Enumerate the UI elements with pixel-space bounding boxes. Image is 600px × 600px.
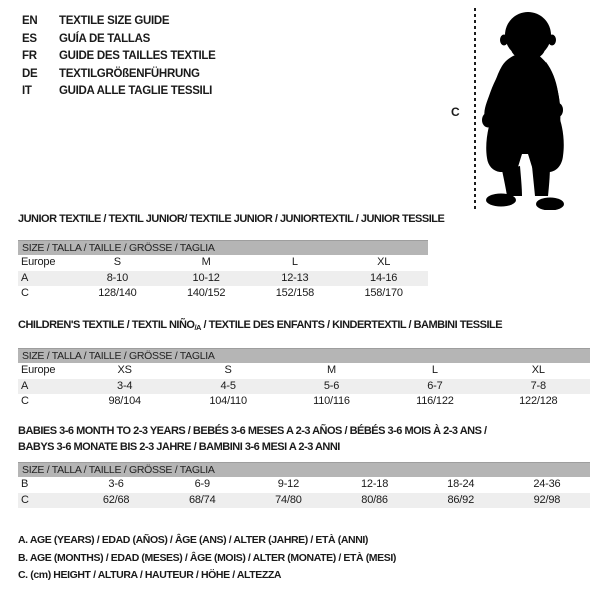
language-code: EN [22,15,38,27]
table-cell: 74/80 [275,493,302,506]
guide-title: GUIDA ALLE TAGLIE TESSILI [59,85,213,97]
table-row [18,493,590,509]
guide-title: TEXTILE SIZE GUIDE [59,15,170,27]
table-cell: 62/68 [102,493,130,506]
baby-silhouette-icon [480,8,570,210]
section-title: JUNIOR TEXTILE / TEXTIL JUNIOR/ TEXTILE JUNIOR / JUNIORTEXTIL / JUNIOR TESSILE [18,213,445,225]
size-table [18,255,428,302]
table-cell: XL [531,364,545,376]
table-row [18,363,590,379]
language-row [22,13,216,31]
table-row [18,477,590,493]
table-cell: 68/74 [188,493,216,506]
note-age-years: A. AGE (YEARS) / EDAD (AÑOS) / ÂGE (ANS) / ALTER (JAHRE) / ETÀ (ANNI) [18,534,369,546]
language-row [22,83,216,101]
language-row [22,31,216,49]
table-cell: 5-6 [323,379,340,392]
table-cell: L [431,364,438,376]
row-label: C [21,287,29,299]
size-table [18,363,590,410]
table-cell: M [201,256,211,268]
language-row [22,66,216,84]
row-label: A [21,271,29,284]
table-cell: 9-12 [277,478,300,490]
height-measure-dashed-line [474,8,476,212]
table-row [18,255,428,271]
table-cell: 10-12 [192,271,220,284]
guide-title: GUIDE DES TAILLES TEXTILE [59,50,216,62]
section-junior-textile [18,212,445,302]
table-cell: 140/152 [186,287,226,299]
guide-title: GUÍA DE TALLAS [59,32,150,45]
language-title-block [22,13,216,101]
size-header-bar: SIZE / TALLA / TAILLE / GRÖSSE / TAGLIA [18,240,428,255]
section-babies-textile [18,424,590,508]
table-cell: 98/104 [108,395,141,407]
table-cell: 152/158 [275,287,315,299]
table-cell: 24-36 [533,478,561,490]
size-table [18,477,590,508]
section-title-text: / TEXTILE DES ENFANTS / KINDERTEXTIL / BAMBINI TESSILE [200,319,503,331]
table-cell: L [291,256,298,268]
size-header-bar: SIZE / TALLA / TAILLE / GRÖSSE / TAGLIA [18,348,590,363]
table-cell: 18-24 [447,478,475,490]
table-cell: 4-5 [220,379,236,392]
section-title-text: CHILDREN'S TEXTILE / TEXTIL NIÑO [18,319,195,331]
language-code: FR [22,50,37,62]
row-label: C [21,395,29,407]
table-cell: 12-18 [361,478,389,490]
language-code: ES [22,32,37,45]
table-cell: XL [377,256,391,268]
table-row [18,394,590,410]
section-title-line1: BABIES 3-6 MONTH TO 2-3 YEARS / BEBÉS 3-6 MESES A 2-3 AÑOS / BÉBÉS 3-6 MOIS À 2-3 ANS / [18,425,487,437]
table-cell: 122/128 [519,395,558,407]
table-cell: 7-8 [530,379,546,392]
table-row [18,286,428,302]
table-cell: S [224,364,232,376]
table-cell: 8-10 [106,271,128,284]
section-title-wrap [18,424,590,455]
table-cell: M [327,364,336,376]
table-cell: 158/170 [364,287,403,299]
table-cell: 80/86 [361,493,388,506]
size-header-bar: SIZE / TALLA / TAILLE / GRÖSSE / TAGLIA [18,462,590,477]
table-cell: 3-6 [108,478,124,490]
table-cell: 116/122 [416,395,454,407]
table-cell: 14-16 [370,271,398,284]
table-cell: 12-13 [281,271,309,284]
section-title-line2: BABYS 3-6 MONATE BIS 2-3 JAHRE / BAMBINI 3-6 MESI A 2-3 ANNI [18,440,340,453]
language-row [22,48,216,66]
table-cell: 6-7 [427,379,443,392]
table-cell: 110/116 [313,395,350,407]
language-code: DE [22,67,38,80]
table-cell: 104/110 [209,395,247,407]
row-label: C [21,493,29,506]
table-cell: 3-4 [117,379,133,392]
row-label: A [21,379,29,392]
table-cell: 6-9 [194,478,210,490]
height-measure-label: C [451,105,460,119]
table-cell: XS [117,364,132,376]
guide-title: TEXTILGRÖßENFÜHRUNG [59,67,200,80]
legend-notes [18,532,396,585]
table-cell: 128/140 [98,287,137,299]
section-children-textile [18,318,590,410]
table-row [18,379,590,395]
table-row [18,271,428,287]
table-cell: S [113,256,121,268]
section-title-subscript: /A [194,323,201,332]
table-cell: 92/98 [533,493,561,506]
section-title [18,318,590,335]
row-label: Europe [21,364,56,376]
row-label: B [21,478,29,490]
language-code: IT [22,85,32,97]
note-age-months: B. AGE (MONTHS) / EDAD (MESES) / ÂGE (MOIS) / ALTER (MONATE) / ETÀ (MESI) [18,551,396,564]
note-height-cm: C. (cm) HEIGHT / ALTURA / HAUTEUR / HÖHE / ALTEZZA [18,569,282,581]
row-label: Europe [21,256,56,268]
table-cell: 86/92 [447,493,474,506]
